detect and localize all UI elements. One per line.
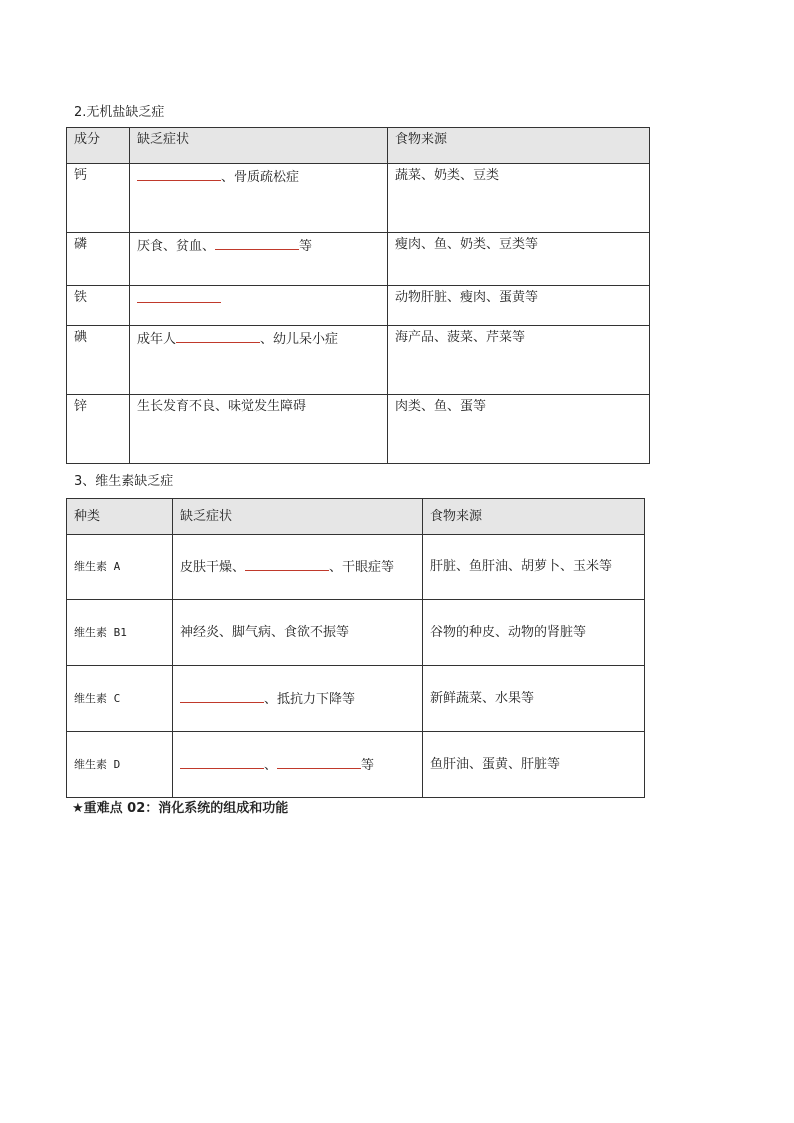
fill-blank[interactable]	[137, 167, 221, 181]
table-row	[67, 326, 650, 395]
symptom-cell: 生长发育不良、味觉发生障碍	[130, 395, 388, 464]
header-cell: 种类	[67, 499, 173, 535]
source-cell: 鱼肝油、蛋黄、肝脏等	[423, 732, 645, 798]
source-cell: 肉类、鱼、蛋等	[388, 395, 650, 464]
fill-blank[interactable]	[277, 755, 361, 769]
symptom-cell: 皮肤干燥、 、干眼症等	[173, 535, 423, 600]
mineral-name: 碘	[67, 326, 130, 395]
header-cell: 缺乏症状	[130, 128, 388, 164]
keypoint-title: ★重难点 02：消化系统的组成和功能	[72, 801, 289, 816]
header-cell: 缺乏症状	[173, 499, 423, 535]
table-header-row	[67, 499, 645, 535]
source-cell: 海产品、菠菜、芹菜等	[388, 326, 650, 395]
table-row	[67, 286, 650, 326]
fill-blank[interactable]	[180, 689, 264, 703]
source-cell: 谷物的种皮、动物的肾脏等	[423, 600, 645, 666]
fill-blank[interactable]	[215, 236, 299, 250]
mineral-name: 磷	[67, 233, 130, 286]
mineral-name: 铁	[67, 286, 130, 326]
header-cell: 成分	[67, 128, 130, 164]
section3-title: 3、维生素缺乏症	[74, 474, 174, 489]
vitamin-name: 维生素 D	[67, 732, 173, 798]
vitamin-table	[66, 498, 645, 798]
source-cell: 瘦肉、鱼、奶类、豆类等	[388, 233, 650, 286]
mineral-name: 钙	[67, 164, 130, 233]
source-cell: 蔬菜、奶类、豆类	[388, 164, 650, 233]
fill-blank[interactable]	[245, 557, 329, 571]
symptom-cell: 、抵抗力下降等	[173, 666, 423, 732]
table-row	[67, 732, 645, 798]
source-cell: 新鲜蔬菜、水果等	[423, 666, 645, 732]
symptom-cell: 、 等	[173, 732, 423, 798]
header-cell: 食物来源	[423, 499, 645, 535]
symptom-cell: 厌食、贫血、 等	[130, 233, 388, 286]
table-row	[67, 535, 645, 600]
mineral-table	[66, 127, 650, 464]
fill-blank[interactable]	[176, 329, 260, 343]
symptom-cell: 成年人 、幼儿呆小症	[130, 326, 388, 395]
section2-title: 2.无机盐缺乏症	[74, 105, 165, 120]
table-row	[67, 666, 645, 732]
vitamin-name: 维生素 C	[67, 666, 173, 732]
table-header-row	[67, 128, 650, 164]
mineral-name: 锌	[67, 395, 130, 464]
fill-blank[interactable]	[180, 755, 264, 769]
fill-blank[interactable]	[137, 289, 221, 303]
table-row	[67, 600, 645, 666]
table-row	[67, 164, 650, 233]
table-row	[67, 233, 650, 286]
symptom-cell: 、骨质疏松症	[130, 164, 388, 233]
symptom-cell: 神经炎、脚气病、食欲不振等	[173, 600, 423, 666]
vitamin-name: 维生素 B1	[67, 600, 173, 666]
source-cell: 肝脏、鱼肝油、胡萝卜、玉米等	[423, 535, 645, 600]
header-cell: 食物来源	[388, 128, 650, 164]
vitamin-name: 维生素 A	[67, 535, 173, 600]
source-cell: 动物肝脏、瘦肉、蛋黄等	[388, 286, 650, 326]
table-row	[67, 395, 650, 464]
symptom-cell	[130, 286, 388, 326]
